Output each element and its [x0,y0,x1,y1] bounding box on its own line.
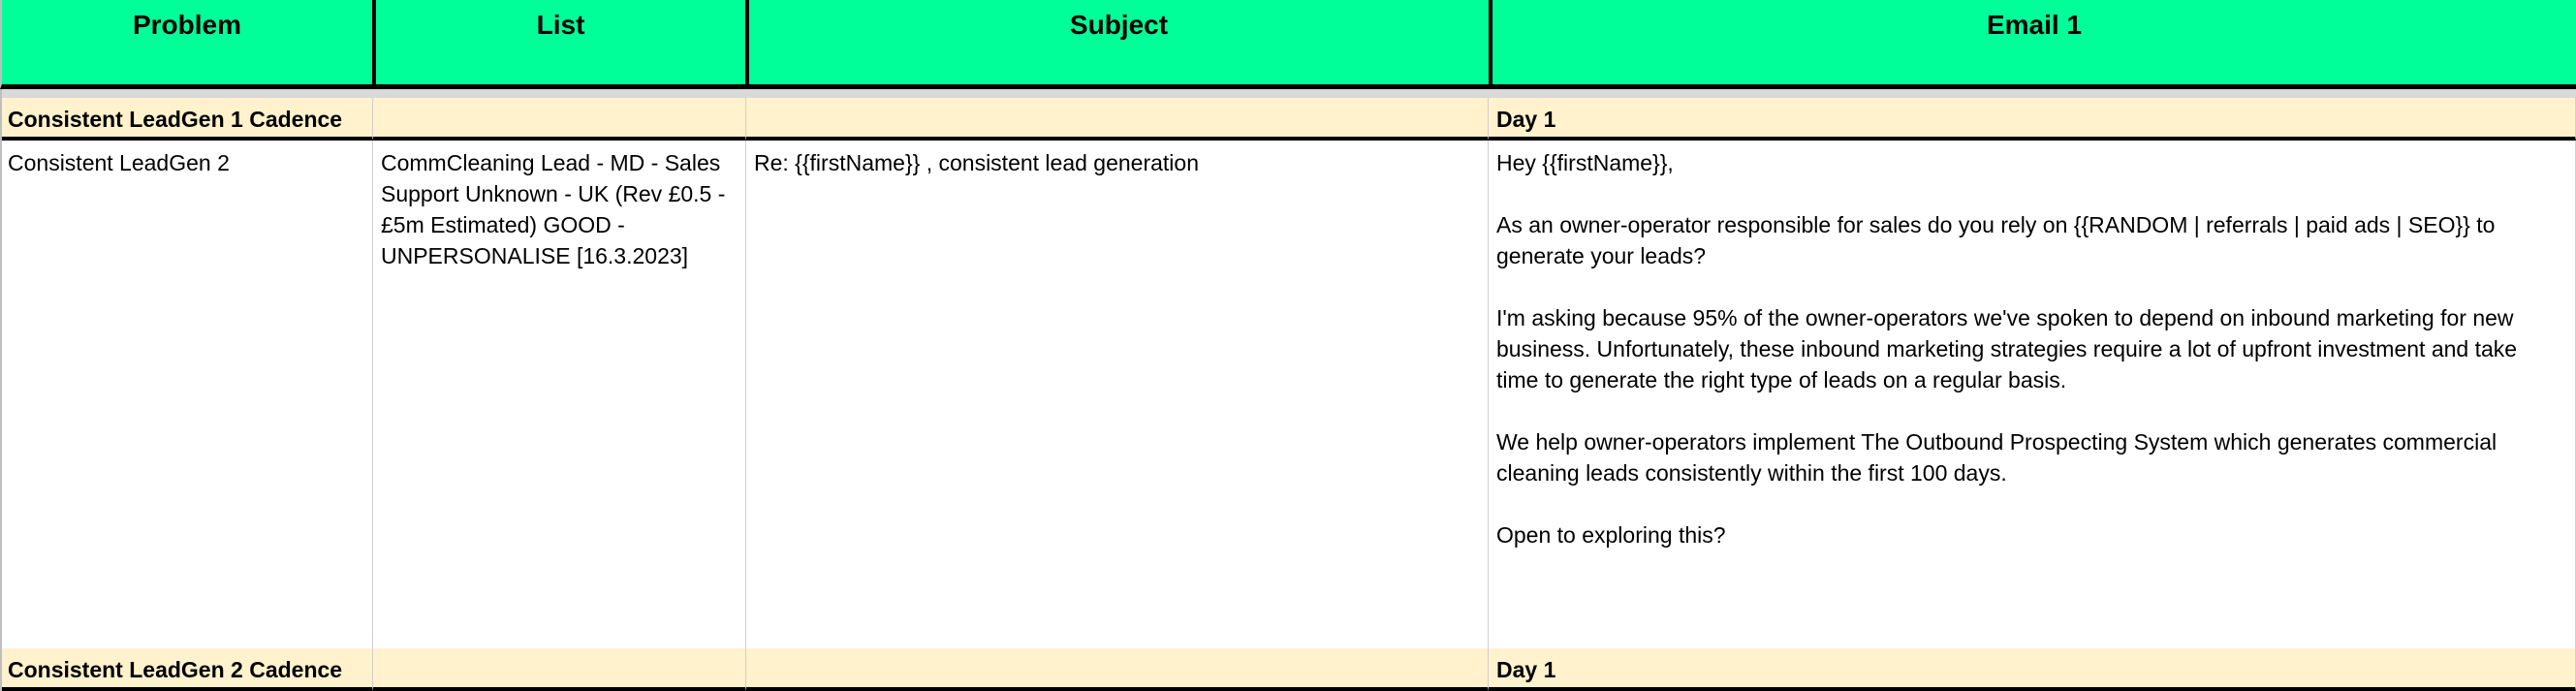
email-p1-line-2: generate your leads? [1496,243,1707,268]
email-p2-line-1: I'm asking because 95% of the owner-operators we've spoken to depend on inbound marketing for new [1496,305,2514,330]
email-paragraph-2 [1496,302,2567,395]
header-gap [0,89,2576,98]
column-header-problem[interactable]: Problem [0,0,372,89]
cell-cadence-2-subject[interactable] [746,648,1489,691]
email-p2-line-3: time to generate the right type of leads on a regular basis. [1496,367,2067,393]
email-p3-line-1: We help owner-operators implement The Outbound Prospecting System which generates commercial [1496,429,2497,455]
cell-cadence-1-email-1[interactable]: Day 1 [1489,98,2576,141]
email-paragraph-1 [1496,209,2567,271]
column-header-subject[interactable]: Subject [745,0,1489,89]
email-p3-line-2: cleaning leads consistently within the first 100 days. [1496,460,2007,486]
cell-cadence-1-subject[interactable] [746,98,1489,141]
cell-row-1-subject[interactable]: Re: {{firstName}} , consistent lead generation [746,141,1489,648]
email-p1-line-1: As an owner-operator responsible for sales do you rely on {{RANDOM | referrals | paid ads | SEO}} to [1496,212,2496,237]
sheet-left-border [0,89,2,691]
column-header-email-1[interactable]: Email 1 [1489,0,2576,89]
column-header-list[interactable]: List [372,0,745,89]
email-greeting: Hey {{firstName}}, [1496,150,1674,175]
email-p2-line-2: business. Unfortunately, these inbound marketing strategies require a lot of upfront investment and take [1496,336,2518,361]
cell-cadence-1-list[interactable] [373,98,746,141]
cell-row-1-email-1[interactable] [1489,141,2576,648]
email-paragraph-3 [1496,426,2567,488]
email-paragraph-4: Open to exploring this? [1496,522,1726,548]
cell-cadence-2-problem[interactable]: Consistent LeadGen 2 Cadence [0,648,373,691]
cell-cadence-2-list[interactable] [373,648,746,691]
cell-row-1-list[interactable]: CommCleaning Lead - MD - Sales Support Unknown - UK (Rev £0.5 - £5m Estimated) GOOD - UNPERSONALISE [16.3.2023] [373,141,746,648]
cell-cadence-1-problem[interactable]: Consistent LeadGen 1 Cadence [0,98,373,141]
cell-cadence-2-email-1[interactable]: Day 1 [1489,648,2576,691]
cell-row-1-problem[interactable]: Consistent LeadGen 2 [0,141,373,648]
